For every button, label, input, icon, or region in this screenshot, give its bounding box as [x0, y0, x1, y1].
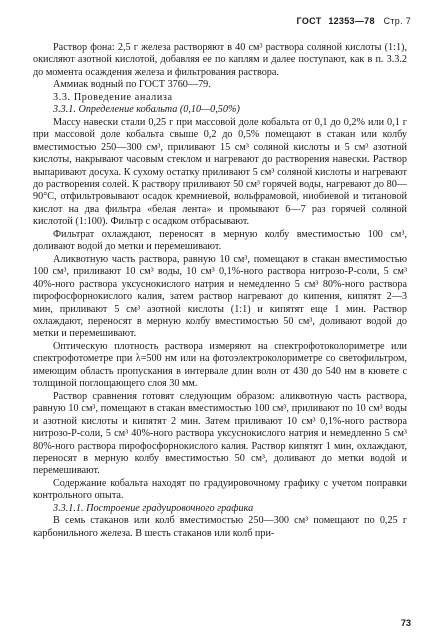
subsection-heading-cobalt: 3.3.1. Определение кобальта (0,10—0,50%) — [53, 104, 240, 116]
paragraph-reference-solution: Раствор сравнения готовят следующим образом: аликвотную часть раствора, равную 10 см³, помещают в стакан вместимостью 100 см³, приливают по 10 см³ воды и азотной кислоты и кипятят 2 мин. Затем приливают 10 см³ 0,1%-ного раствора нитрозо-Р-соли, 5 см³ 40%-ного раствора уксуснокислого натрия и немедленно 5 см³ 80%-ного раствора пирофосфорнокислого калия. Раствор кипятят 1 мин, охлаждают, переносят в мерную колбу вместимостью 50 см³, доливают до метки водой и перемешивают. — [33, 390, 407, 477]
paragraph-calibration-start: В семь стаканов или колб вместимостью 250—300 см³ помещают по 0,25 г карбонильного железа. В шесть стаканов или колб при- — [33, 515, 407, 539]
paragraph-filtrate: Фильтрат охлаждают, переносят в мерную колбу вместимостью 100 см³, доливают водой до метки и перемешивают. — [33, 228, 407, 253]
section-heading-analysis: 3.3. Проведение анализа — [53, 91, 173, 103]
paragraph-sample-dissolution: Массу навески стали 0,25 г при массовой доле кобальта от 0,1 до 0,2% или 0,1 г при массовой доле кобальта свыше 0,2 до 0,5% помещают в стакан или колбу вместимостью 250—300 см³, приливают 15 см³ соляной кислоты и 5 см³ азотной кислоты, накрывают часовым стеклом и нагревают до растворения навески. Раствор выпаривают досуха. К сухому остатку приливают 5 см³ соляной кислоты и нагревают до растворения солей. К раствору приливают 50 см³ горячей воды, нагревают до 80—90°С, отфильтровывают осадок кремниевой, вольфрамовой, ниобиевой и титановой кислот на два фильтра «белая лента» и промывают 6—7 раз горячей соляной кислотой (1:100). Фильтр с осадком отбрасывают. — [33, 116, 407, 228]
paragraph-optical-density: Оптическую плотность раствора измеряют на спектрофотоколориметре или спектрофотометре при λ=500 нм или на фотоэлектроколориметре со светофильтром, имеющим область пропускания в интервале длин волн от 430 до 540 нм в кювете с толщиной поглощающего слоя 30 мм. — [33, 340, 407, 390]
paragraph-background-solution: Раствор фона: 2,5 г железа растворяют в 40 см³ раствора соляной кислоты (1:1), окисляют азотной кислотой, добавляя ее по каплям и далее поступают, как в п. 3.3.2 до момента осаждения железа и фильтрования раствора. — [33, 42, 407, 78]
paragraph-aliquot: Аликвотную часть раствора, равную 10 см³, помещают в стакан вместимостью 100 см³, приливают 10 см³ воды, 10 см³ 0,1%-ного раствора нитрозо-Р-соли, 5 см³ 40%-ного раствора уксуснокислого натрия и немедленно 5 см³ 80%-ного раствора пирофосфорнокислого калия, затем раствор нагревают до кипения, кипятят 2—3 мин, приливают 5 см³ азотной кислоты (1:1) и кипятят еще 1 мин. Раствор охлаждают, переносят в мерную колбу вместимостью 50 см³, доливают водой до метки и перемешивают. — [33, 253, 407, 340]
document-body — [33, 42, 407, 540]
page-header — [297, 16, 411, 26]
page-number: 73 — [400, 618, 411, 628]
subsection-heading-calibration: 3.3.1.1. Построение градуировочного графика — [53, 502, 254, 514]
page-label: Стр. 7 — [383, 16, 411, 26]
standard-label: ГОСТ — [296, 16, 322, 26]
standard-number: 12353—78 — [328, 16, 375, 26]
paragraph-cobalt-content: Содержание кобальта находят по градуировочному графику с учетом поправки контрольного опыта. — [33, 477, 407, 502]
paragraph-ammonia: Аммиак водный по ГОСТ 3760—79. — [53, 79, 211, 91]
